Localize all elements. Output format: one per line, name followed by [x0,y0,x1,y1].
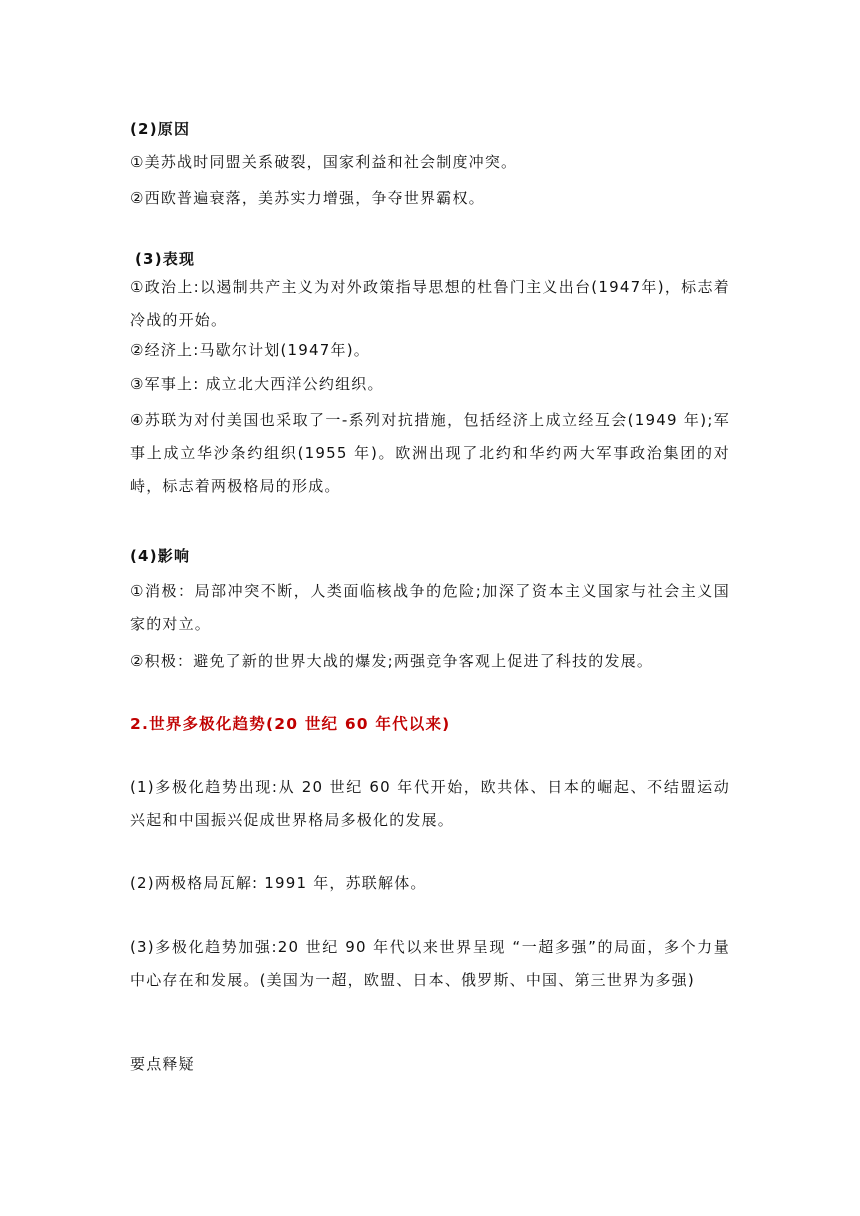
manifestation-item-3: ③军事上: 成立北大西洋公约组织。 [130,375,384,393]
impact-item-2: ②积极：避免了新的世界大战的爆发;两强竞争客观上促进了科技的发展。 [130,652,654,670]
multipolar-paragraph-2: (2)两极格局瓦解: 1991 年，苏联解体。 [130,874,427,892]
key-points-title: 要点释疑 [130,1055,195,1073]
manifestation-heading: (3)表现 [135,250,196,268]
cause-item-2: ②西欧普遍衰落，美苏实力增强，争夺世界霸权。 [130,189,485,207]
section-title-multipolar: 2.世界多极化趋势(20 世纪 60 年代以来) [130,715,451,733]
manifestation-item-1: ①政治上:以遏制共产主义为对外政策指导思想的杜鲁门主义出台(1947年)，标志着冷战的开始。 [130,278,730,329]
manifestation-item-2: ②经济上:马歇尔计划(1947年)。 [130,341,370,359]
multipolar-paragraph-3: (3)多极化趋势加强:20 世纪 90 年代以来世界呈现 “一超多强”的局面，多个力量中心存在和发展。(美国为一超，欧盟、日本、俄罗斯、中国、第三世界为多强) [130,938,730,989]
cause-item-1: ①美苏战时同盟关系破裂，国家利益和社会制度冲突。 [130,153,518,171]
document-page [130,0,730,1216]
multipolar-paragraph-1: (1)多极化趋势出现:从 20 世纪 60 年代开始，欧共体、日本的崛起、不结盟运动兴起和中国振兴促成世界格局多极化的发展。 [130,778,730,829]
cause-heading: (2)原因 [130,120,191,138]
impact-item-1: ①消极：局部冲突不断，人类面临核战争的危险;加深了资本主义国家与社会主义国家的对立。 [130,582,730,633]
manifestation-item-4: ④苏联为对付美国也采取了一-系列对抗措施，包括经济上成立经互会(1949 年);军事上成立华沙条约组织(1955 年)。欧洲出现了北约和华约两大军事政治集团的对峙，标志着两极格局的形成。 [130,411,730,495]
impact-heading: (4)影响 [130,547,191,565]
